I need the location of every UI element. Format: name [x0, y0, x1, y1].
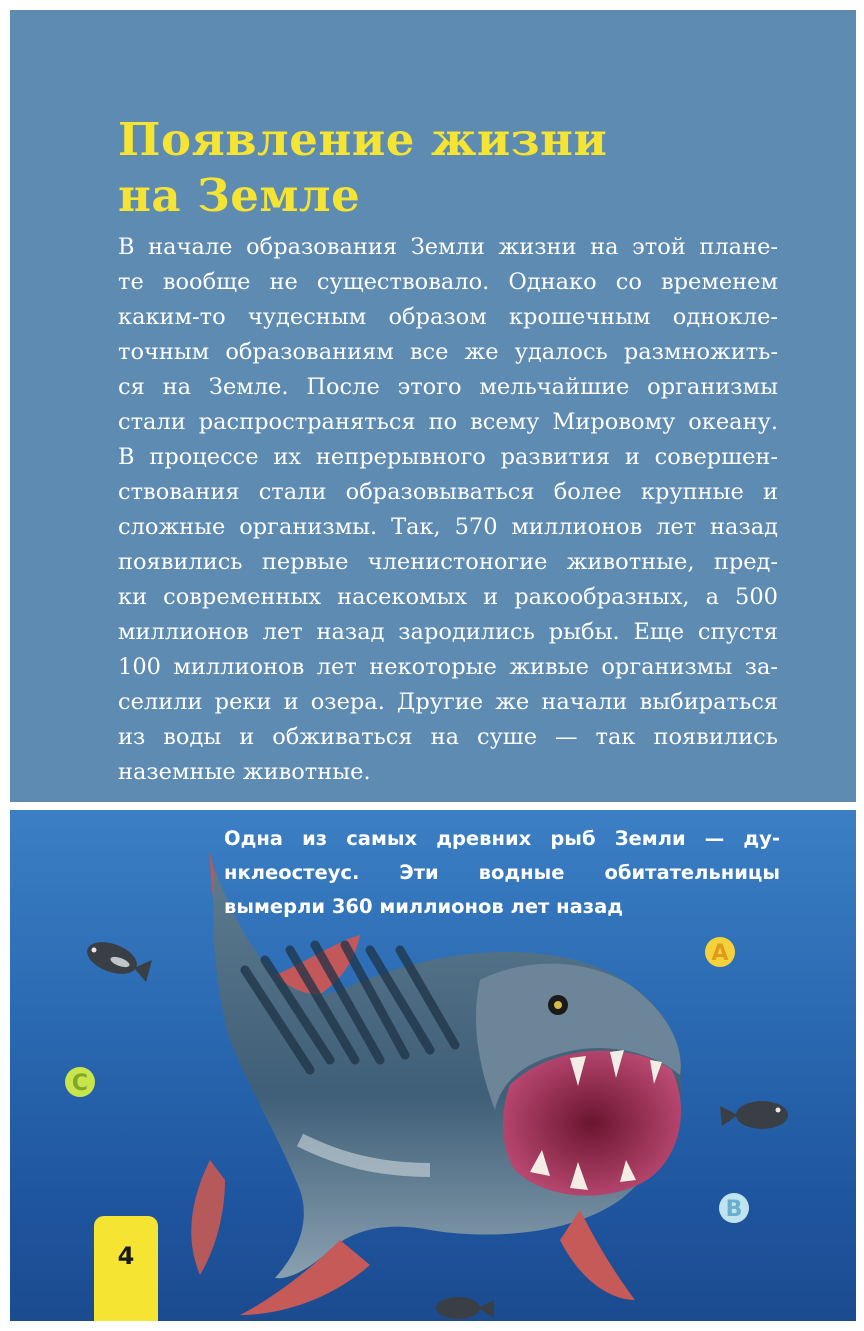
caption-line: вымерли 360 миллионов лет назад — [224, 895, 624, 918]
page-number-badge — [94, 1216, 158, 1321]
caption-line: нклеостеус. Эти водные обитательницы — [224, 861, 780, 884]
small-fish — [720, 1101, 788, 1129]
body-line: В процессе их непрерывного развития и совершен- — [118, 444, 778, 470]
body-line: миллионов лет назад зародились рыбы. Еще спустя — [118, 619, 778, 645]
body-line: 100 миллионов лет некоторые живые организмы за- — [118, 654, 778, 680]
body-line: точным образованиям все же удалось размножить- — [118, 339, 778, 365]
body-line: из воды и обживаться на суше — так появились — [118, 724, 778, 750]
decor-letter-text: А — [711, 941, 729, 966]
body-line: каким-то чудесным образом крошечным однокле- — [118, 304, 778, 330]
page-title-line-2: на Земле — [118, 169, 361, 222]
dotted-divider — [10, 802, 856, 809]
body-line: сложные организмы. Так, 570 миллионов лет назад — [118, 514, 778, 540]
body-line: наземные животные. — [118, 759, 371, 785]
image-caption — [224, 822, 780, 924]
decor-letter-a — [705, 937, 735, 967]
small-fish — [83, 936, 152, 982]
book-page — [10, 10, 856, 1321]
text-panel — [10, 10, 856, 802]
page-number: 4 — [117, 1242, 135, 1270]
caption-line: Одна из самых древних рыб Земли — ду- — [224, 827, 780, 850]
small-fish — [436, 1297, 494, 1319]
body-line: те вообще не существовало. Однако со временем — [118, 269, 778, 295]
decor-letter-c — [65, 1067, 95, 1097]
body-paragraph — [118, 230, 778, 790]
body-line: селили реки и озера. Другие же начали выбираться — [118, 689, 778, 715]
decor-letter-text: С — [71, 1071, 89, 1096]
body-line: ствования стали образовываться более крупные и — [118, 479, 778, 505]
body-line: появились первые членистоногие животные, пред- — [118, 549, 778, 575]
decor-letter-b — [719, 1193, 749, 1223]
body-line: ки современных насекомых и ракообразных, а 500 — [118, 584, 778, 610]
body-line: ся на Земле. После этого мельчайшие организмы — [118, 374, 778, 400]
page-title — [118, 112, 818, 224]
decor-letter-text: В — [725, 1197, 743, 1222]
body-line: стали распространяться по всему Мировому океану. — [118, 409, 778, 435]
page-title-line-1: Появление жизни — [118, 113, 608, 166]
body-line: В начале образования Земли жизни на этой плане- — [118, 234, 778, 260]
